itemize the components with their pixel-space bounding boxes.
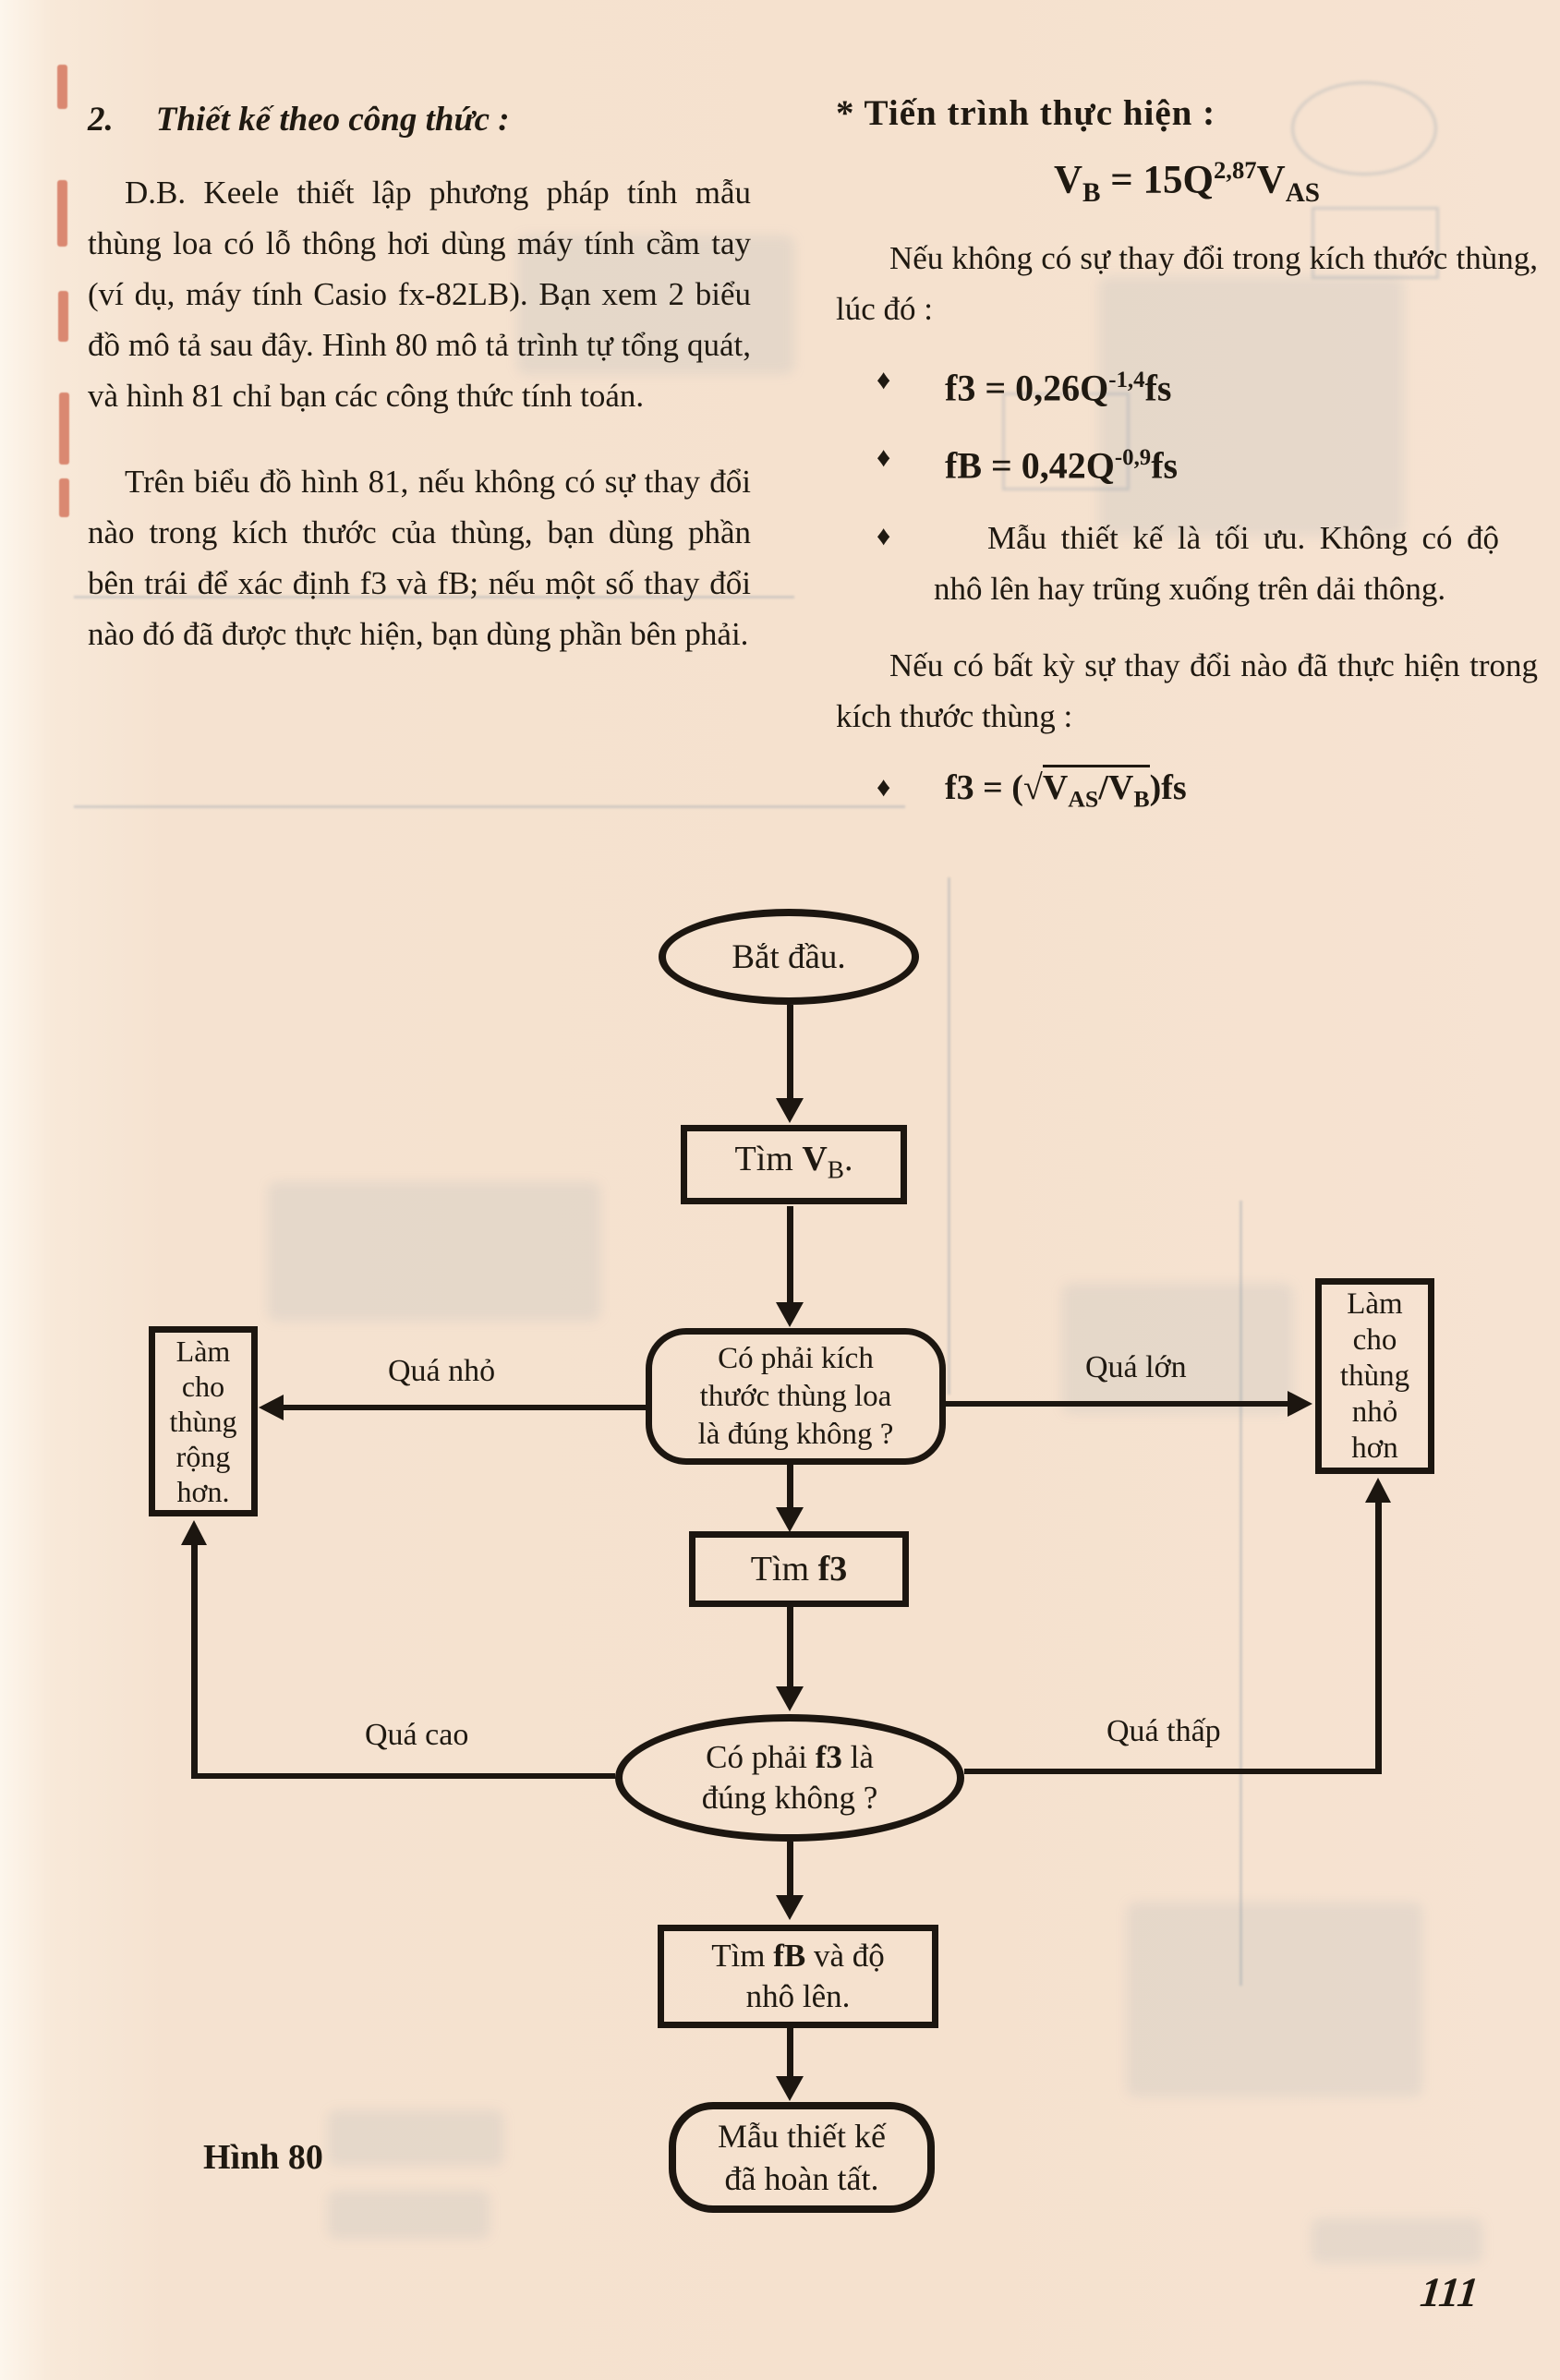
formula-f3-q: Q [1080,367,1109,409]
find-f3-pre: Tìm [750,1549,818,1589]
find-vb-post: . [844,1139,853,1178]
find-f3-bold: f3 [817,1549,848,1589]
connector-line [277,1405,647,1410]
find-f3-label [751,1551,847,1589]
formula-fb-post: fs [1151,444,1179,487]
flowchart-start-node [659,909,919,1005]
decision-f3-pre: Có phải [706,1739,816,1775]
find-vb-sub: B [827,1155,845,1184]
find-fb-pre: Tìm [711,1938,774,1974]
flowchart-end-node [669,2102,935,2213]
formula-fb-exp: -0,9 [1114,445,1152,471]
section-title: Thiết kế theo công thức : [155,101,510,139]
flowchart-decision-box-size [646,1328,946,1465]
decision-f3-line1 [706,1737,874,1778]
flowchart-decision-f3-correct [615,1714,964,1842]
page-number: 111 [1418,2269,1481,2315]
connector-line [787,1005,793,1102]
arrow-up-icon [181,1520,207,1545]
connector-line [194,1773,615,1779]
find-fb-line1 [711,1936,885,1976]
arrow-down-icon [776,1098,804,1123]
formula-f3-exp: -1,4 [1108,367,1145,393]
formula-vb-lhs-sub: B [1082,177,1101,208]
diamond-bullet-icon: ♦ [877,771,891,803]
make-wider-line: thùng [169,1405,237,1438]
branch-label-too-small: Quá nhỏ [388,1354,496,1388]
find-vb-pre: Tìm [734,1139,803,1178]
find-fb-bold: fB [773,1938,806,1974]
formula-vb-exp: 2,87 [1213,156,1257,184]
make-smaller-line: hơn [1351,1431,1398,1465]
formula-vb-lhs: V [1053,158,1082,202]
connector-line [787,1842,793,1895]
formula-f3c-den-sub: B [1133,785,1150,813]
find-vb-label [734,1141,853,1190]
connector-line [1375,1500,1382,1774]
arrow-down-icon [776,1686,804,1711]
make-smaller-line: nhỏ [1351,1395,1398,1429]
flowchart-box-make-smaller [1315,1278,1434,1474]
procedure-heading: * Tiến trình thực hiện : [836,93,1216,133]
arrow-down-icon [776,1302,804,1327]
arrow-down-icon [776,1507,804,1532]
connector-line [787,1465,793,1507]
formula-f3c-num: V [1042,767,1069,807]
paragraph: D.B. Keele thiết lập phương pháp tính mẫu thùng loa có lỗ thông hơi dùng máy tính cầm tay (ví dụ, máy tính Casio fx-82LB). Bạn xem 2 biểu đồ mô tả sau đây. Hình 80 mô tả trình tự tổng quát, và hình 81 chỉ bạn các công thức tính toán. [88,175,751,414]
formula-fb-pre: fB = 0,42 [945,444,1086,487]
make-wider-line: hơn. [176,1475,230,1508]
connector-line [787,2028,793,2076]
make-smaller-line: Làm [1347,1287,1403,1321]
find-fb-line2: nhô lên. [745,1978,851,2014]
connector-line [191,1542,198,1779]
end-line: đã hoàn tất. [724,2160,879,2197]
arrow-right-icon [1288,1391,1312,1417]
flowchart-step-find-fb [658,1925,938,2028]
formula-vb-q: Q [1182,158,1214,202]
decision-f3-bold: f3 [815,1739,842,1775]
formula-f3-pre: f3 = 0,26 [945,367,1081,409]
arrow-left-icon [259,1395,284,1420]
branch-label-too-big: Quá lớn [1085,1350,1187,1384]
intro-paragraph: Nếu không có sự thay đổi trong kích thước thùng, lúc đó : [836,239,1538,327]
make-smaller-line: thùng [1339,1359,1410,1393]
make-wider-line: cho [181,1370,225,1403]
branch-label-too-low: Quá thấp [1107,1714,1221,1748]
make-wider-line: rộng [175,1440,231,1473]
section-number: 2. [88,101,114,139]
find-fb-post: và độ [805,1938,885,1974]
formula-f3-post: fs [1144,367,1172,409]
flowchart-box-make-wider [149,1326,258,1516]
make-smaller-line: cho [1352,1323,1397,1357]
start-label: Bắt đầu. [732,937,846,976]
decision-size-line: Có phải kích [718,1341,874,1375]
formula-vb-eq: = 15 [1100,158,1183,202]
connector-line [946,1401,1288,1407]
arrow-down-icon [776,2076,804,2101]
branch-label-too-high: Quá cao [365,1718,469,1752]
formula-fb-q: Q [1085,444,1115,487]
diamond-bullet-icon: ♦ [877,442,891,474]
formula-f3c-slash: / [1098,767,1108,807]
formula-f3c-pre: f3 = ( [945,767,1023,807]
find-vb-v: V [802,1139,828,1178]
connector-line [787,1206,793,1302]
formula-f3c-post: )fs [1149,767,1187,807]
changed-intro-paragraph: Nếu có bất kỳ sự thay đổi nào đã thực hiện trong kích thước thùng : [836,646,1538,734]
decision-f3-post: là [841,1739,874,1775]
diamond-bullet-icon: ♦ [877,520,891,551]
formula-vb-vas: V [1256,158,1286,202]
end-line: Mẫu thiết kế [718,2118,886,2155]
figure-caption: Hình 80 [203,2138,323,2177]
formula-f3c-den: V [1107,767,1134,807]
formula-vb-vas-sub: AS [1285,177,1321,208]
decision-size-line: là đúng không ? [697,1417,894,1451]
make-wider-line: Làm [175,1335,231,1368]
radical-icon: √ [1022,767,1043,807]
optimal-design-text: Mẫu thiết kế là tối ưu. Không có độ nhô lên hay trũng xuống trên dải thông. [934,519,1499,607]
arrow-up-icon [1365,1478,1391,1503]
diamond-bullet-icon: ♦ [877,364,891,395]
formula-f3c-num-sub: AS [1068,785,1099,813]
paragraph: Trên biểu đồ hình 81, nếu không có sự thay đổi nào trong kích thước của thùng, bạn dùng phần bên trái để xác định f3 và fB; nếu một số thay đổi nào đó đã được thực hiện, bạn dùng phần bên phải. [88,464,751,652]
connector-line [964,1769,1380,1774]
flowchart-step-find-vb [681,1125,907,1204]
arrow-down-icon [776,1895,804,1920]
decision-size-line: thước thùng loa [699,1379,892,1413]
decision-f3-line2: đúng không ? [701,1780,878,1816]
connector-line [787,1607,793,1686]
flowchart-step-find-f3 [689,1531,909,1607]
